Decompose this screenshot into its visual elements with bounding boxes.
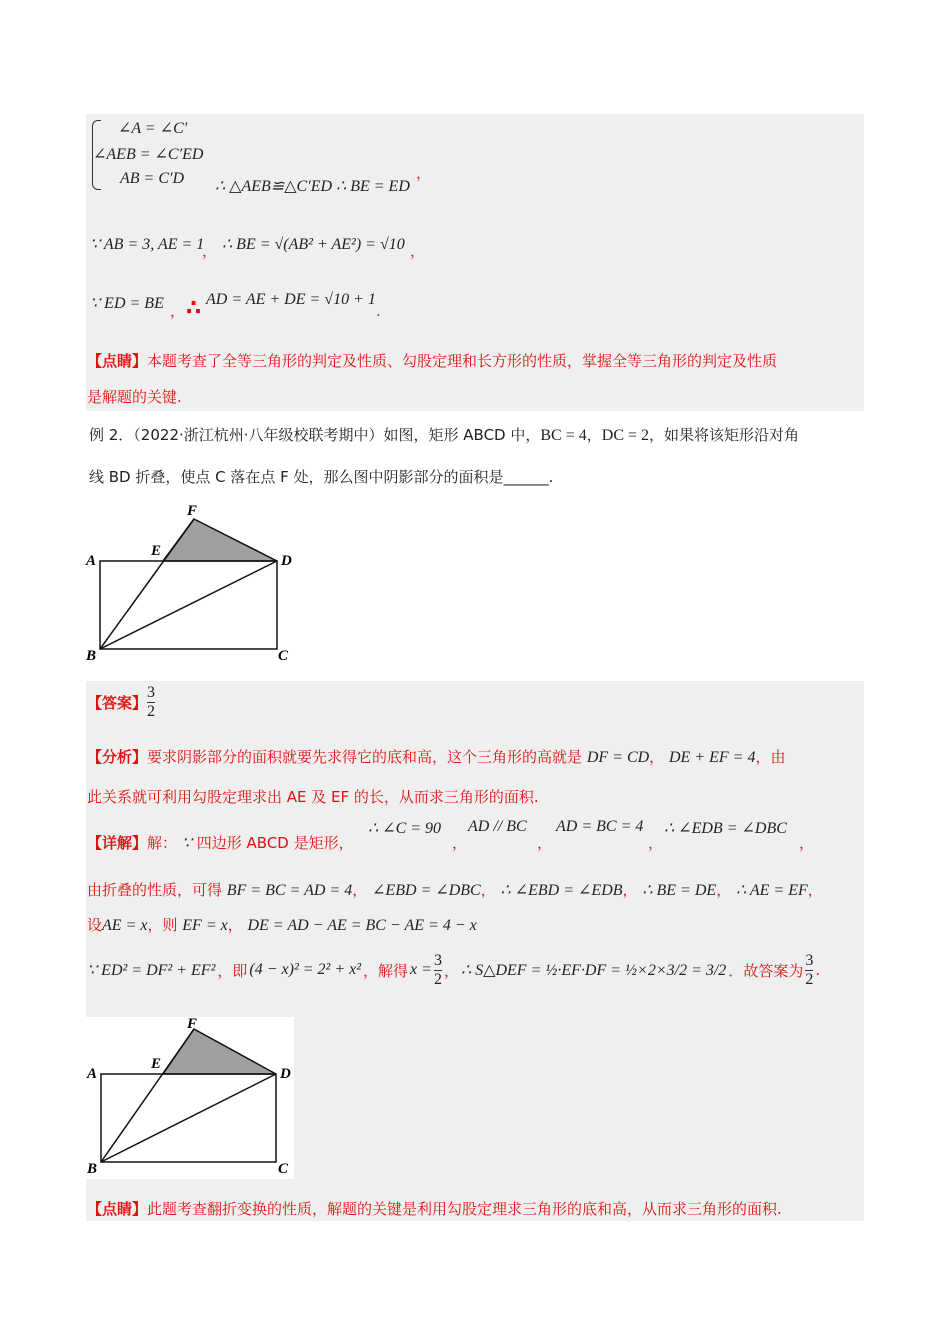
- fold-line-bf: [100, 519, 194, 649]
- detail-line-4: ∵ ED² = DF² + EF² ，即 (4 − x)² = 2² + x² ，解得 x = $\frac{3}{2}$ ， ∴ S△DEF = ½·EF·DF = ½×2×3/2 = 3/2 ．故答案为 $\frac{3}{2}$ .: [87, 952, 821, 988]
- analysis-math-2: DE + EF = 4: [668, 749, 756, 766]
- label-f: F: [187, 1017, 198, 1032]
- l4-math-1: ∵ ED² = DF² + EF²: [87, 962, 216, 980]
- label-c: C: [278, 648, 289, 664]
- final-denominator: 2: [805, 970, 814, 988]
- final-text: 此题考查翻折变换的性质，解题的关键是利用勾股定理求三角形的底和高，从而求三角形的面积.: [147, 1200, 782, 1218]
- dianjing-text: 本题考查了全等三角形的判定及性质、勾股定理和长方形的性质，掌握全等三角形的判定及性质: [147, 352, 778, 370]
- label-e: E: [151, 543, 162, 559]
- sep: ，: [586, 426, 602, 444]
- label-d: D: [280, 1066, 291, 1082]
- fold-figure-1: [80, 498, 300, 668]
- detail-jie: 解：: [147, 834, 178, 852]
- analysis-label: 【分析】: [87, 748, 148, 766]
- final-label: 【点睛】: [87, 1200, 148, 1218]
- example-prefix: 例 2．（2022·浙江杭州·八年级校联考期中）如图，矩形 ABCD 中，: [89, 426, 541, 444]
- comma: ，: [799, 834, 815, 852]
- analysis-line-1: 【分析】要求阴影部分的面积就要先求得它的底和高，这个三角形的高就是 DF = CD， DE + EF = 4，由: [87, 748, 786, 766]
- jiede: ，解得: [363, 961, 409, 980]
- l2-math-2: ∠EBD = ∠DBC: [372, 882, 481, 899]
- final-fraction: [805, 952, 813, 988]
- label-d: D: [281, 553, 292, 569]
- label-b: B: [87, 1161, 98, 1177]
- comma: ，: [410, 242, 426, 260]
- answer-denominator: 2: [147, 702, 156, 720]
- comma: ，: [537, 834, 553, 852]
- x-fraction: [434, 952, 442, 988]
- case-line-3: AB = C′D: [120, 170, 185, 187]
- example-suffix: ，如果将该矩形沿对角: [649, 426, 800, 444]
- fold-figure-2: [86, 1017, 294, 1179]
- ad-result: AD = AE + DE = √10 + 1: [206, 291, 376, 308]
- dianjing-label: 【点睛】: [87, 352, 148, 370]
- detail-label: 【详解】: [87, 834, 148, 852]
- shaded-triangle: [163, 1029, 276, 1074]
- gu-answer: ．故答案为: [728, 961, 804, 980]
- be-result: ∴ BE = √(AB² + AE²) = √10: [222, 236, 405, 253]
- label-b: B: [86, 648, 97, 664]
- detail-math-4: ∴ ∠EDB = ∠DBC: [664, 820, 787, 837]
- detail-math-2: AD // BC: [468, 818, 527, 835]
- ji: ，即: [217, 961, 248, 980]
- l2-math-5: ∴ AE = EF: [735, 882, 808, 899]
- l3-math-1: AE = x: [102, 917, 148, 934]
- fold-line-bf: [101, 1029, 194, 1162]
- comma: ，: [452, 834, 468, 852]
- ze: ，则: [147, 916, 178, 934]
- area-formula: ∴ S△DEF = ½·EF·DF = ½×2×3/2 = 3/2: [460, 962, 727, 980]
- case-line-2: ∠AEB = ∠C′ED: [93, 146, 204, 163]
- answer-line: [87, 684, 155, 720]
- analysis-text: 要求阴影部分的面积就要先求得它的底和高，这个三角形的高就是: [147, 748, 583, 766]
- label-a: A: [87, 1066, 98, 1082]
- answer-blank: ______: [503, 468, 549, 486]
- l2-math-3: ∴ ∠EBD = ∠EDB: [500, 882, 623, 899]
- because-symbol: ∵: [181, 835, 192, 852]
- detail-line-3: 设AE = x，则 EF = x， DE = AD − AE = BC − AE = 4 − x: [87, 916, 477, 934]
- congruence-statement: ∴ △AEB≌△C′ED ∴ BE = ED: [215, 178, 410, 195]
- analysis-text2: ，由: [755, 748, 786, 766]
- l2-math-4: ∴ BE = DE: [642, 882, 717, 899]
- detail-line-2: 由折叠的性质，可得 BF = BC = AD = 4， ∠EBD = ∠DBC， ∴ ∠EBD = ∠EDB， ∴ BE = DE， ∴ AE = EF，: [87, 881, 823, 899]
- final-dianjing: [87, 1198, 782, 1219]
- given-ed-be: ∵ ED = BE: [90, 295, 164, 312]
- bc-value: BC = 4: [540, 427, 587, 444]
- fold-property-text: 由折叠的性质，可得: [87, 881, 223, 899]
- case-line-1: ∠A = ∠C′: [118, 120, 188, 137]
- dianjing-line-1: [87, 350, 777, 371]
- l3-math-2: EF = x: [182, 917, 228, 934]
- example-question-line-1: [89, 424, 799, 445]
- label-f: F: [187, 503, 198, 519]
- x-numerator: 3: [433, 952, 442, 969]
- analysis-line-2: 此关系就可利用勾股定理求出 AE 及 EF 的长，从而求三角形的面积.: [87, 788, 539, 806]
- comma: ，: [416, 164, 432, 182]
- diagonal-bd: [101, 1074, 276, 1162]
- answer-fraction: [147, 684, 155, 720]
- detail-math-3: AD = BC = 4: [556, 818, 644, 835]
- label-e: E: [151, 1056, 162, 1072]
- l4-x: x =: [410, 961, 432, 979]
- label-c: C: [278, 1161, 289, 1177]
- answer-numerator: 3: [147, 684, 156, 701]
- example-line2: 线 BD 折叠，使点 C 落在点 F 处，那么图中阴影部分的面积是: [89, 468, 504, 486]
- analysis-math-1: DF = CD: [586, 749, 650, 766]
- comma: ，: [648, 834, 664, 852]
- l2-math-1: BF = BC = AD = 4: [226, 882, 353, 899]
- final-numerator: 3: [805, 952, 814, 969]
- comma: ，: [202, 242, 218, 260]
- answer-label: 【答案】: [87, 693, 148, 712]
- she: 设: [87, 916, 103, 934]
- x-denominator: 2: [433, 970, 442, 988]
- dc-value: DC = 2: [601, 427, 650, 444]
- detail-text1: 四边形 ABCD 是矩形，: [196, 834, 354, 852]
- shaded-triangle: [163, 519, 277, 561]
- comma: ，: [170, 302, 186, 320]
- given-ab-ae: ∵ AB = 3, AE = 1: [90, 236, 205, 253]
- therefore-symbol: ∴: [186, 296, 202, 321]
- dianjing-line-2: 是解题的关键.: [87, 388, 182, 406]
- label-a: A: [86, 553, 97, 569]
- l4-math-2: (4 − x)² = 2² + x²: [249, 961, 362, 979]
- diagonal-bd: [100, 561, 277, 649]
- l3-math-3: DE = AD − AE = BC − AE = 4 − x: [247, 917, 477, 934]
- example-question-line-2: [89, 466, 553, 487]
- detail-line-1: [87, 832, 354, 853]
- period: .: [376, 302, 381, 320]
- detail-math-1: ∴ ∠C = 90: [368, 820, 442, 837]
- end-period: .: [548, 468, 554, 486]
